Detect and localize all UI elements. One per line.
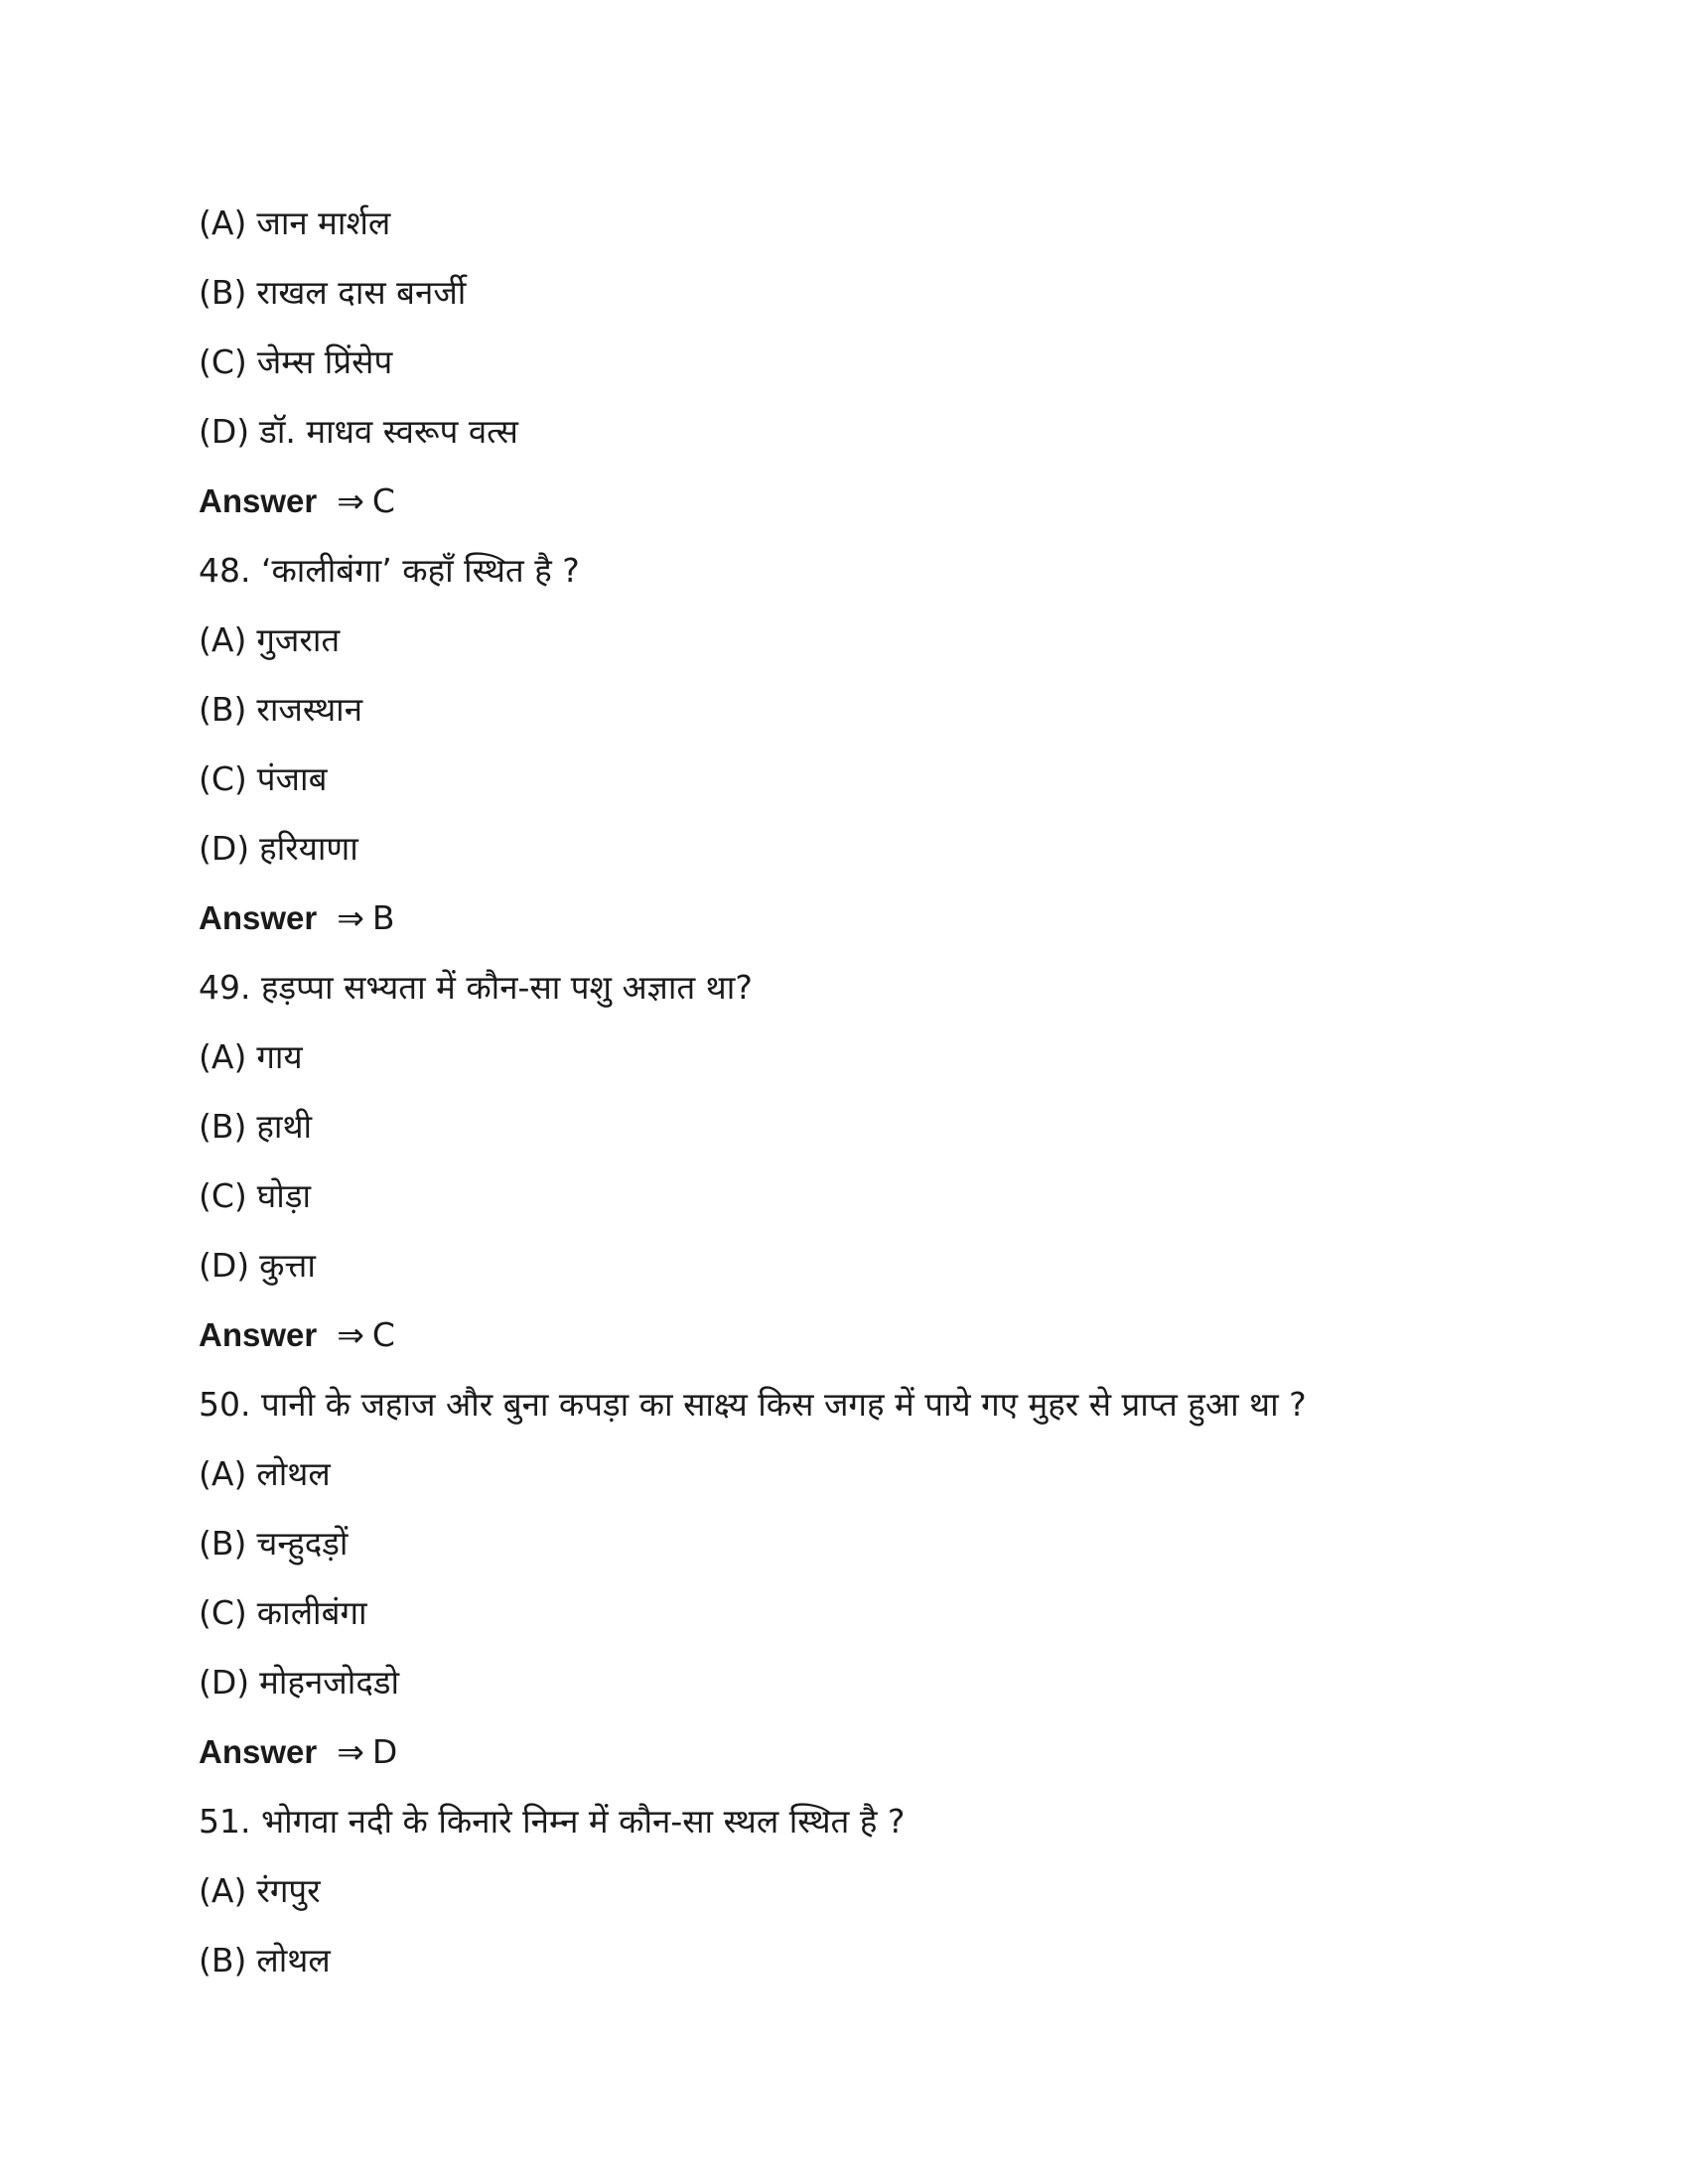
option-line	[199, 1023, 1589, 1092]
option-letter: (C)	[199, 1176, 247, 1215]
option-line	[199, 1648, 1589, 1717]
option-text: कुत्ता	[259, 1246, 316, 1285]
answer-line	[199, 467, 1589, 536]
answer-arrow: ⇒	[337, 1315, 364, 1354]
option-line	[199, 606, 1589, 675]
option-line	[199, 1161, 1589, 1231]
option-letter: (B)	[199, 273, 247, 312]
answer-label: Answer	[199, 899, 318, 936]
option-line	[199, 745, 1589, 814]
answer-arrow: ⇒	[337, 898, 364, 937]
answer-value: C	[371, 481, 395, 520]
option-letter: (C)	[199, 342, 247, 381]
option-letter: (C)	[199, 1593, 247, 1632]
option-letter: (A)	[199, 620, 247, 659]
option-text: डॉ. माधव स्वरूप वत्स	[259, 412, 518, 451]
option-letter: (D)	[199, 412, 250, 451]
option-letter: (C)	[199, 759, 247, 798]
answer-arrow: ⇒	[337, 1732, 364, 1771]
answer-label: Answer	[199, 1733, 318, 1770]
option-letter: (A)	[199, 1454, 247, 1493]
question-text: 50. पानी के जहाज और बुना कपड़ा का साक्ष्य किस जगह में पाये गए मुहर से प्राप्त हुआ था ?	[199, 1385, 1307, 1424]
option-text: लोथल	[256, 1454, 331, 1493]
answer-label: Answer	[199, 1316, 318, 1353]
option-text: हाथी	[256, 1107, 313, 1146]
answer-value: B	[371, 898, 395, 937]
option-letter: (B)	[199, 1524, 247, 1563]
option-line	[199, 1509, 1589, 1578]
answer-value: C	[371, 1315, 395, 1354]
option-letter: (B)	[199, 1107, 247, 1146]
answer-label: Answer	[199, 482, 318, 519]
option-text: गुजरात	[256, 620, 341, 659]
option-text: जेम्स प्रिंसेप	[256, 342, 393, 381]
option-line	[199, 397, 1589, 467]
answer-line	[199, 1717, 1589, 1787]
option-line	[199, 1231, 1589, 1300]
question-text: 48. ‘कालीबंगा’ कहाँ स्थित है ?	[199, 551, 580, 590]
option-text: चन्हुदड़ों	[256, 1524, 349, 1563]
option-letter: (B)	[199, 690, 247, 729]
option-line	[199, 1578, 1589, 1648]
option-line	[199, 1439, 1589, 1509]
option-text: गाय	[256, 1037, 303, 1076]
option-line	[199, 1092, 1589, 1161]
option-letter: (D)	[199, 829, 250, 868]
option-text: पंजाब	[256, 759, 328, 798]
option-line	[199, 1926, 1589, 1995]
answer-line	[199, 1300, 1589, 1370]
option-line	[199, 258, 1589, 328]
option-letter: (A)	[199, 1871, 247, 1910]
answer-line	[199, 884, 1589, 953]
option-text: कालीबंगा	[256, 1593, 367, 1632]
answer-value: D	[371, 1732, 398, 1771]
option-text: घोड़ा	[256, 1176, 312, 1215]
document-page	[199, 189, 1589, 1995]
option-text: राखल दास बनर्जी	[256, 273, 467, 312]
option-line	[199, 675, 1589, 745]
option-line	[199, 1856, 1589, 1926]
option-letter: (A)	[199, 1037, 247, 1076]
option-letter: (D)	[199, 1663, 250, 1702]
option-text: जान मार्शल	[256, 204, 391, 242]
option-letter: (A)	[199, 204, 247, 242]
option-text: हरियाणा	[259, 829, 358, 868]
option-text: लोथल	[256, 1941, 331, 1979]
question-text: 51. भोगवा नदी के किनारे निम्न में कौन-सा स्थल स्थित है ?	[199, 1802, 906, 1841]
answer-arrow: ⇒	[337, 481, 364, 520]
option-line	[199, 328, 1589, 397]
option-line	[199, 189, 1589, 258]
option-text: रंगपुर	[256, 1871, 321, 1910]
question-text: 49. हड़प्पा सभ्यता में कौन-सा पशु अज्ञात था?	[199, 968, 753, 1007]
option-letter: (B)	[199, 1941, 247, 1979]
option-line	[199, 814, 1589, 884]
option-text: मोहनजोदडो	[259, 1663, 400, 1702]
option-letter: (D)	[199, 1246, 250, 1285]
option-text: राजस्थान	[256, 690, 363, 729]
